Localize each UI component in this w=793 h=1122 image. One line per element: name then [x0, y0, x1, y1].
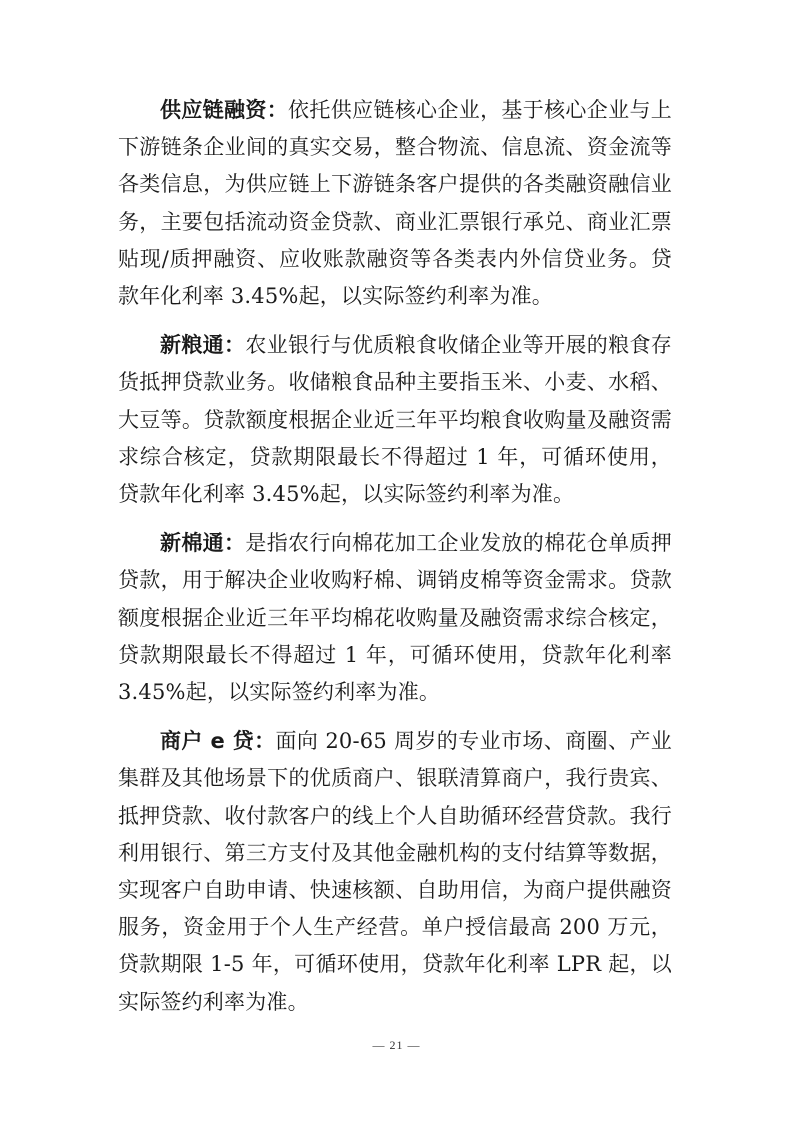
term-supply-chain-financing: 供应链融资： [160, 98, 289, 122]
description-merchant-e-loan: 面向 20-65 周岁的专业市场、商圈、产业集群及其他场景下的优质商户、银联清算商户，我行贵宾、抵押贷款、收付款客户的线上个人自助循环经营贷款。我行利用银行、第三方支付及其他金融机构的支付结算等数据，实现客户自助申请、快速核额、自助用信，为商户提供融资服务，资金用于个人生产经营。单户授信最高 200 万元，贷款期限 1-5 年，可循环使用，贷款年化利率 LPR 起，以实际签约利率为准。 [118, 729, 672, 1014]
term-xin-mian-tong: 新棉通： [160, 531, 246, 556]
description-xin-mian-tong: 是指农行向棉花加工企业发放的棉花仓单质押贷款，用于解决企业收购籽棉、调销皮棉等资金需求。贷款额度根据企业近三年平均棉花收购量及融资需求综合核定，贷款期限最长不得超过 1 年，可循环使用，贷款年化利率 3.45%起，以实际签约利率为准。 [118, 531, 672, 705]
paragraph-merchant-e-loan [118, 723, 672, 1021]
term-merchant-e-loan: 商户 e 贷： [160, 729, 276, 754]
description-xin-liang-tong: 农业银行与优质粮食收储企业等开展的粮食存货抵押贷款业务。收储粮食品种主要指玉米、小麦、水稻、大豆等。贷款额度根据企业近三年平均粮食收购量及融资需求综合核定，贷款期限最长不得超过 1 年，可循环使用，贷款年化利率 3.45%起，以实际签约利率为准。 [118, 333, 672, 507]
paragraph-xin-liang-tong [118, 327, 672, 513]
description-supply-chain-financing: 依托供应链核心企业，基于核心企业与上下游链条企业间的真实交易，整合物流、信息流、资金流等各类信息，为供应链上下游链条客户提供的各类融资融信业务，主要包括流动资金贷款、商业汇票银行承兑、商业汇票贴现/质押融资、应收账款融资等各类表内外信贷业务。贷款年化利率 3.45%起，以实际签约利率为准。 [118, 98, 672, 309]
term-xin-liang-tong: 新粮通： [160, 333, 246, 358]
paragraph-supply-chain-financing [118, 92, 672, 315]
page-number: — 21 — [372, 1038, 421, 1052]
document-body [118, 92, 672, 1033]
paragraph-xin-mian-tong [118, 525, 672, 711]
